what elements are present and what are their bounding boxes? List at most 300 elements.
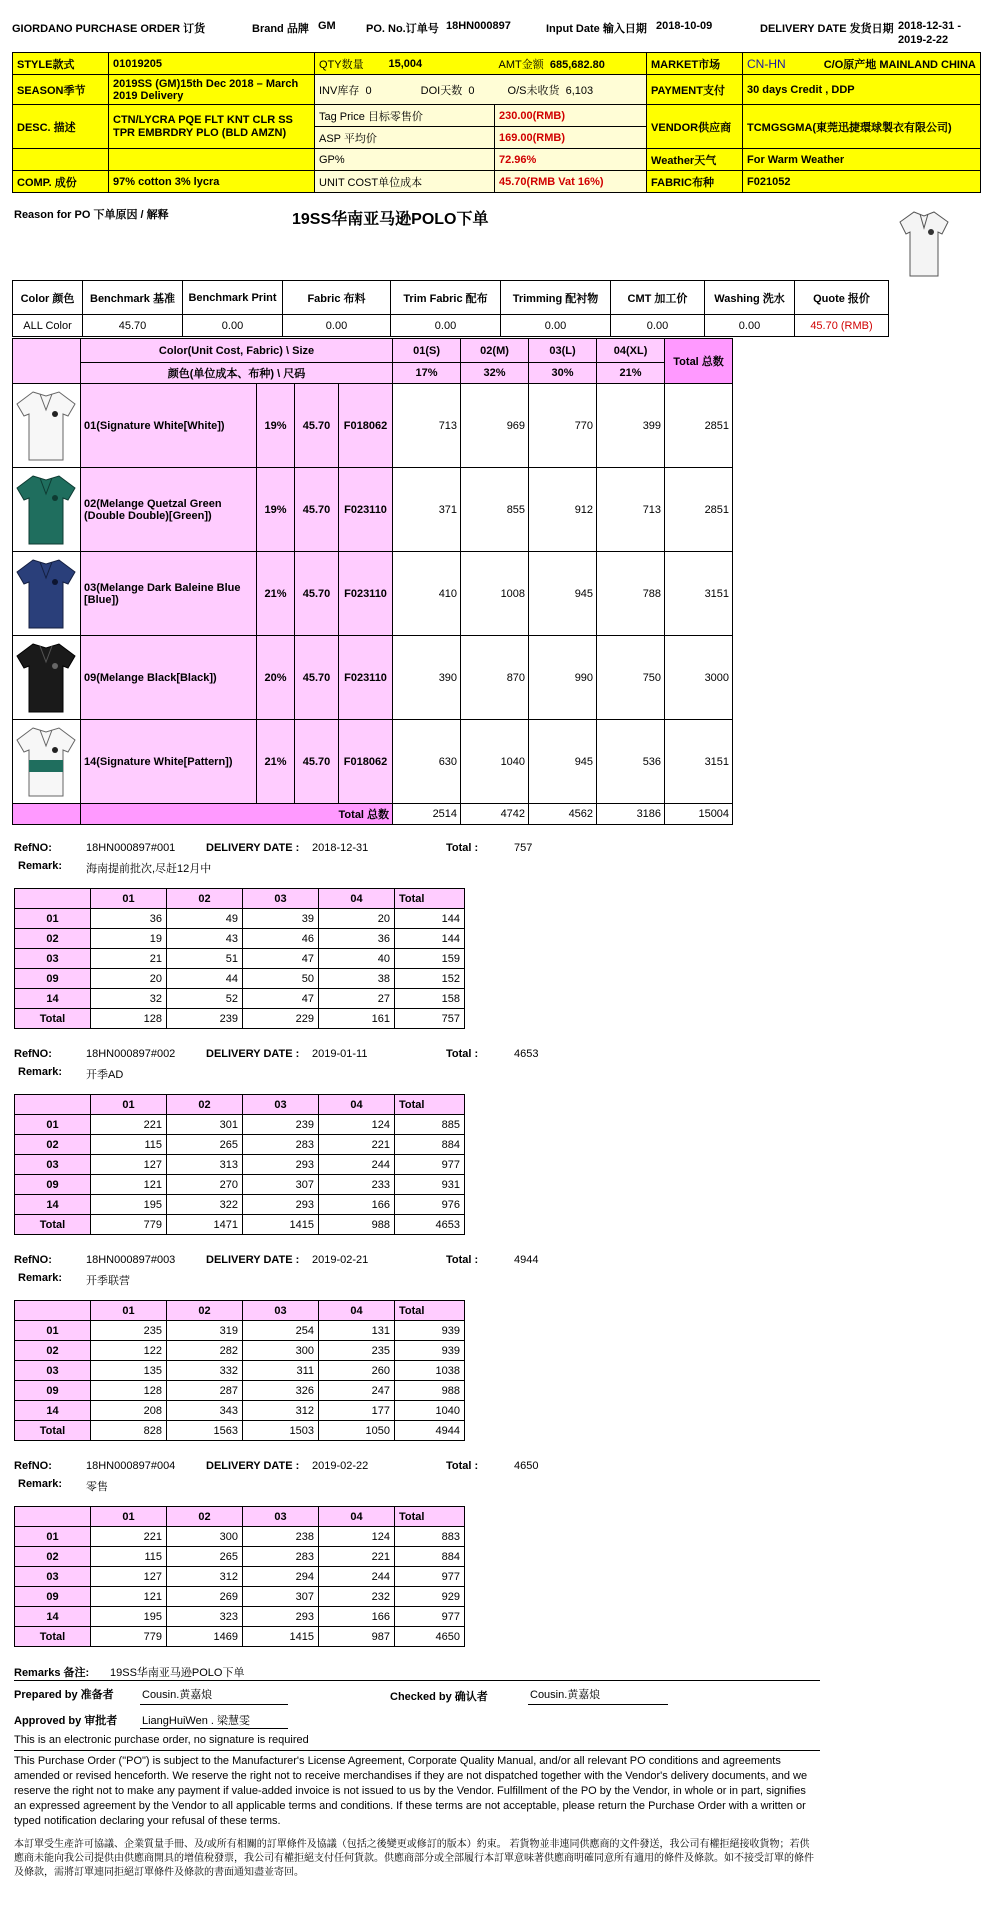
delivery-date-end: 2019-2-22 <box>898 34 949 46</box>
shipment-qty-cell: 36 <box>91 909 167 929</box>
shipment-qty-cell: 127 <box>91 1155 167 1175</box>
divider <box>140 1728 288 1729</box>
shipment-qty-cell: 124 <box>319 1115 395 1135</box>
shipment-qty-cell: 332 <box>167 1361 243 1381</box>
shipment-row-header: 14 <box>15 1195 91 1215</box>
color-pct: 19% <box>257 468 295 552</box>
shipment-col-header: Total <box>395 1301 465 1321</box>
divider <box>14 1680 820 1681</box>
total-header: Total 总数 <box>665 339 733 384</box>
market-value: CN-HN <box>747 56 786 71</box>
checked-label: Checked by 确认者 <box>390 1691 488 1703</box>
table-row <box>15 1587 465 1607</box>
market-cell <box>743 53 981 75</box>
shipment-col-header: 04 <box>319 1507 395 1527</box>
table-row <box>15 1381 465 1401</box>
shipment-qty-cell: 135 <box>91 1361 167 1381</box>
table-row <box>15 1135 465 1155</box>
shipment-qty-cell: 343 <box>167 1401 243 1421</box>
shipment-qty-cell: 939 <box>395 1341 465 1361</box>
cost-value-quote: 45.70 (RMB) <box>795 315 889 337</box>
shipment-qty-cell: 779 <box>91 1627 167 1647</box>
po-label: PO. No.订单号 <box>366 23 439 35</box>
shipment-qty-cell: 312 <box>243 1401 319 1421</box>
cost-value-trimming: 0.00 <box>501 315 611 337</box>
remark-value: 海南提前批次,尽赶12月中 <box>86 863 212 875</box>
shipment-row-header: 14 <box>15 1401 91 1421</box>
shipment-qty-cell: 127 <box>91 1567 167 1587</box>
table-row <box>15 1627 465 1647</box>
shipment-qty-cell: 195 <box>91 1195 167 1215</box>
shipment-qty-cell: 977 <box>395 1155 465 1175</box>
inventory-cell <box>315 75 647 105</box>
shipment-qty-cell: 282 <box>167 1341 243 1361</box>
color-pct: 21% <box>257 720 295 804</box>
shipment-qty-cell: 4650 <box>395 1627 465 1647</box>
shipment-qty-cell: 43 <box>167 929 243 949</box>
remarks-value: 19SS华南亚马逊POLO下单 <box>110 1667 245 1679</box>
reason-label: Reason for PO 下单原因 / 解释 <box>14 209 169 221</box>
shipment-qty-cell: 312 <box>167 1567 243 1587</box>
shipment-row-header: 01 <box>15 1527 91 1547</box>
shipment-qty-cell: 4944 <box>395 1421 465 1441</box>
shipment-qty-cell: 47 <box>243 949 319 969</box>
shipment-qty-cell: 239 <box>167 1009 243 1029</box>
shipment-row-header: 02 <box>15 929 91 949</box>
color-name: 02(Melange Quetzal Green (Double Double)[Green]) <box>81 468 257 552</box>
qty-cell: 912 <box>529 468 597 552</box>
qty-cell: 990 <box>529 636 597 720</box>
qty-label: QTY数量 <box>315 53 385 75</box>
row-total: 2851 <box>665 468 733 552</box>
table-row <box>15 1547 465 1567</box>
desc-label: DESC. 描述 <box>13 105 109 149</box>
shipment-qty-cell: 254 <box>243 1321 319 1341</box>
table-row <box>15 1009 465 1029</box>
ref-value: 18HN000897#001 <box>86 842 176 854</box>
color-name: 14(Signature White[Pattern]) <box>81 720 257 804</box>
table-row <box>15 929 465 949</box>
shipment-qty-cell: 939 <box>395 1321 465 1341</box>
shipment-qty-cell: 20 <box>319 909 395 929</box>
shipment-qty-cell: 221 <box>319 1135 395 1155</box>
shipment-row-header: 09 <box>15 1587 91 1607</box>
prepared-label: Prepared by 准备者 <box>14 1689 114 1701</box>
delivery-date-start: 2018-12-31 - <box>898 20 961 32</box>
shipment-qty-cell: 884 <box>395 1135 465 1155</box>
shipment-qty-cell: 49 <box>167 909 243 929</box>
color-pct: 20% <box>257 636 295 720</box>
shipment-row-header: 01 <box>15 1321 91 1341</box>
total-value: 757 <box>514 842 533 854</box>
brand-value: GM <box>318 20 336 32</box>
shipment-qty-cell: 158 <box>395 989 465 1009</box>
green-polo-icon <box>13 468 79 548</box>
shipment-col-header: 02 <box>167 1301 243 1321</box>
remark-label: Remark: <box>18 1478 63 1490</box>
shipment-col-header: 01 <box>91 889 167 909</box>
cost-header-benchmark-print: Benchmark Print <box>183 281 283 315</box>
gp-value: 72.96% <box>495 149 647 171</box>
shipment-qty-cell: 293 <box>243 1195 319 1215</box>
shipment-corner <box>15 1301 91 1321</box>
cost-value-washing: 0.00 <box>705 315 795 337</box>
shipment-qty-cell: 1038 <box>395 1361 465 1381</box>
shipment-col-header: Total <box>395 1095 465 1115</box>
shipment-row-header: Total <box>15 1421 91 1441</box>
shipment-qty-cell: 159 <box>395 949 465 969</box>
shipment-qty-cell: 1471 <box>167 1215 243 1235</box>
shipment-qty-cell: 44 <box>167 969 243 989</box>
shipment-col-header: Total <box>395 1507 465 1527</box>
shipment-row-header: 03 <box>15 1567 91 1587</box>
shipment-qty-cell: 247 <box>319 1381 395 1401</box>
shipment-qty-cell: 294 <box>243 1567 319 1587</box>
shipment-col-header: 04 <box>319 1095 395 1115</box>
table-row <box>15 1321 465 1341</box>
table-row <box>15 1155 465 1175</box>
desc-value: CTN/LYCRA PQE FLT KNT CLR SS TPR EMBRDRY PLO (BLD AMZN) <box>109 105 315 149</box>
shipment-col-header: 03 <box>243 1507 319 1527</box>
shipment-qty-cell: 166 <box>319 1607 395 1627</box>
shipment-qty-cell: 260 <box>319 1361 395 1381</box>
shipment-qty-cell: 977 <box>395 1567 465 1587</box>
color-fabric: F023110 <box>339 468 393 552</box>
shipment-row-header: 03 <box>15 1155 91 1175</box>
shipment-row-header: 02 <box>15 1135 91 1155</box>
tag-label: Tag Price 目标零售价 <box>315 105 495 127</box>
shipment-qty-cell: 47 <box>243 989 319 1009</box>
shipment-row-header: 01 <box>15 1115 91 1135</box>
color-name: 03(Melange Dark Baleine Blue [Blue]) <box>81 552 257 636</box>
qty-cell: 945 <box>529 720 597 804</box>
shipment-col-header: 04 <box>319 889 395 909</box>
shipment-row-header: 14 <box>15 989 91 1009</box>
shipment-qty-cell: 1415 <box>243 1215 319 1235</box>
shipment-qty-cell: 307 <box>243 1175 319 1195</box>
color-cost: 45.70 <box>295 552 339 636</box>
remark-label: Remark: <box>18 860 63 872</box>
shipment-qty-cell: 1050 <box>319 1421 395 1441</box>
brand-label: Brand 品牌 <box>252 23 309 35</box>
cost-value-benchmark-print: 0.00 <box>183 315 283 337</box>
table-row <box>15 949 465 969</box>
shipment-qty-cell: 235 <box>319 1341 395 1361</box>
color-cost: 45.70 <box>295 384 339 468</box>
shipment-qty-cell: 884 <box>395 1547 465 1567</box>
table-row <box>15 1115 465 1135</box>
shipment-qty-cell: 20 <box>91 969 167 989</box>
table-row <box>15 1421 465 1441</box>
vendor-label: VENDOR供应商 <box>647 105 743 149</box>
fabric-label: FABRIC布种 <box>647 171 743 193</box>
inv-label: INV库存 <box>319 84 360 97</box>
cost-value-benchmark: 45.70 <box>83 315 183 337</box>
shipment-qty-cell: 319 <box>167 1321 243 1341</box>
total-label: Total : <box>446 1254 479 1266</box>
total-label: Total : <box>446 1048 479 1060</box>
shipment-row-header: 09 <box>15 1381 91 1401</box>
doi-label: DOI天数 <box>420 84 463 97</box>
shipment-table <box>14 888 465 1029</box>
delivery-label: DELIVERY DATE : <box>206 1460 300 1472</box>
origin-value: MAINLAND CHINA <box>879 58 976 71</box>
table-row <box>15 969 465 989</box>
cost-header-trimming: Trimming 配衬物 <box>501 281 611 315</box>
qty-cell: 371 <box>393 468 461 552</box>
style-value: 01019205 <box>109 53 315 75</box>
size-04-ratio: 21% <box>597 363 665 384</box>
main-head-color-size: Color(Unit Cost, Fabric) \ Size <box>81 339 393 363</box>
shipment-qty-cell: 221 <box>319 1547 395 1567</box>
shipment-corner <box>15 1095 91 1115</box>
shipment-qty-cell: 307 <box>243 1587 319 1607</box>
shipment-table <box>14 1094 465 1235</box>
season-value: 2019SS (GM)15th Dec 2018 – March 2019 Delivery <box>109 75 315 105</box>
empty-cell <box>13 149 109 171</box>
size-02-header: 02(M) <box>461 339 529 363</box>
shipment-col-header: 02 <box>167 889 243 909</box>
cost-header-color: Color 颜色 <box>13 281 83 315</box>
electronic-notice: This is an electronic purchase order, no signature is required <box>14 1734 309 1746</box>
shipment-qty-cell: 1415 <box>243 1627 319 1647</box>
table-row <box>15 1195 465 1215</box>
cost-table <box>12 280 889 337</box>
shipment-col-header: Total <box>395 889 465 909</box>
shipment-qty-cell: 27 <box>319 989 395 1009</box>
shipment-qty-cell: 238 <box>243 1527 319 1547</box>
gp-label: GP% <box>315 149 495 171</box>
table-row <box>13 384 733 468</box>
cost-value-trim-fabric: 0.00 <box>391 315 501 337</box>
shipment-qty-cell: 322 <box>167 1195 243 1215</box>
shipment-qty-cell: 115 <box>91 1547 167 1567</box>
row-total: 3000 <box>665 636 733 720</box>
total-label: Total : <box>446 1460 479 1472</box>
product-image-white <box>13 384 81 468</box>
size-breakdown-table <box>12 338 733 825</box>
shipment-qty-cell: 244 <box>319 1155 395 1175</box>
color-cost: 45.70 <box>295 468 339 552</box>
asp-label: ASP 平均价 <box>315 127 495 149</box>
shipment-qty-cell: 161 <box>319 1009 395 1029</box>
pattern-polo-icon <box>13 720 79 800</box>
qty-cell: 410 <box>393 552 461 636</box>
shipment-qty-cell: 144 <box>395 909 465 929</box>
approved-value: LiangHuiWen . 梁慧雯 <box>142 1715 251 1727</box>
delivery-value: 2019-02-22 <box>312 1460 369 1472</box>
shipment-qty-cell: 265 <box>167 1547 243 1567</box>
shipment-table <box>14 1300 465 1441</box>
shipment-qty-cell: 283 <box>243 1547 319 1567</box>
shipment-qty-cell: 36 <box>319 929 395 949</box>
shipment-qty-cell: 235 <box>91 1321 167 1341</box>
os-label: O/S未收货 <box>507 84 560 97</box>
polo-shirt-icon <box>896 206 952 282</box>
grand-total-row <box>13 804 733 825</box>
grand-total-02: 4742 <box>461 804 529 825</box>
cost-header-quote: Quote 报价 <box>795 281 889 315</box>
table-row <box>15 1527 465 1547</box>
asp-value: 169.00(RMB) <box>495 127 647 149</box>
shipment-qty-cell: 208 <box>91 1401 167 1421</box>
product-image-pattern <box>13 720 81 804</box>
table-row <box>15 1361 465 1381</box>
product-thumbnail <box>896 206 952 282</box>
shipment-col-header: 01 <box>91 1301 167 1321</box>
main-corner-cell <box>13 339 81 384</box>
shipment-qty-cell: 128 <box>91 1009 167 1029</box>
shipment-col-header: 03 <box>243 1301 319 1321</box>
ref-label: RefNO: <box>14 1460 52 1472</box>
shipment-qty-cell: 779 <box>91 1215 167 1235</box>
shipment-qty-cell: 221 <box>91 1527 167 1547</box>
cost-header-fabric: Fabric 布料 <box>283 281 391 315</box>
shipment-qty-cell: 931 <box>395 1175 465 1195</box>
shipment-qty-cell: 270 <box>167 1175 243 1195</box>
total-value: 4650 <box>514 1460 539 1472</box>
table-row <box>15 1341 465 1361</box>
shipment-qty-cell: 757 <box>395 1009 465 1029</box>
color-pct: 21% <box>257 552 295 636</box>
table-row <box>13 468 733 552</box>
shipment-qty-cell: 287 <box>167 1381 243 1401</box>
cost-value-cmt: 0.00 <box>611 315 705 337</box>
inv-value: 0 <box>365 84 372 97</box>
tag-value: 230.00(RMB) <box>495 105 647 127</box>
product-image-green <box>13 468 81 552</box>
input-date: 2018-10-09 <box>656 20 713 32</box>
remarks-label: Remarks 备注: <box>14 1667 90 1679</box>
delivery-value: 2019-01-11 <box>312 1048 368 1060</box>
checked-value: Cousin.黄嘉烺 <box>530 1689 601 1701</box>
table-row <box>15 989 465 1009</box>
weather-value: For Warm Weather <box>743 149 981 171</box>
shipment-qty-cell: 195 <box>91 1607 167 1627</box>
shipment-row-header: 14 <box>15 1607 91 1627</box>
row-total: 3151 <box>665 720 733 804</box>
shipment-qty-cell: 115 <box>91 1135 167 1155</box>
cost-header-cmt: CMT 加工价 <box>611 281 705 315</box>
table-row <box>15 1567 465 1587</box>
shipment-row-header: Total <box>15 1009 91 1029</box>
shipment-qty-cell: 988 <box>319 1215 395 1235</box>
color-name: 09(Melange Black[Black]) <box>81 636 257 720</box>
shipment-qty-cell: 39 <box>243 909 319 929</box>
remark-value: 开季AD <box>86 1069 124 1081</box>
shipment-qty-cell: 152 <box>395 969 465 989</box>
origin-label: C/O原产地 <box>823 58 877 71</box>
total-label: Total : <box>446 842 479 854</box>
shipment-qty-cell: 977 <box>395 1607 465 1627</box>
shipment-qty-cell: 233 <box>319 1175 395 1195</box>
delivery-value: 2019-02-21 <box>312 1254 369 1266</box>
qty-cell: 713 <box>597 468 665 552</box>
fabric-value: F021052 <box>743 171 981 193</box>
ref-label: RefNO: <box>14 1254 52 1266</box>
cost-value-color: ALL Color <box>13 315 83 337</box>
row-total: 2851 <box>665 384 733 468</box>
divider <box>14 1750 820 1751</box>
shipment-corner <box>15 889 91 909</box>
shipment-col-header: 02 <box>167 1095 243 1115</box>
ref-value: 18HN000897#004 <box>86 1460 176 1472</box>
shipment-qty-cell: 232 <box>319 1587 395 1607</box>
shipment-corner <box>15 1507 91 1527</box>
shipment-qty-cell: 38 <box>319 969 395 989</box>
qty-cell: 945 <box>529 552 597 636</box>
shipment-qty-cell: 4653 <box>395 1215 465 1235</box>
qty-cell: 870 <box>461 636 529 720</box>
remark-value: 零售 <box>86 1481 108 1493</box>
color-cost: 45.70 <box>295 636 339 720</box>
shipment-row-header: 03 <box>15 949 91 969</box>
shipment-qty-cell: 311 <box>243 1361 319 1381</box>
po-header-table <box>12 52 981 193</box>
grand-total-label: Total 总数 <box>81 804 393 825</box>
delivery-date-label: DELIVERY DATE 发货日期 <box>760 23 894 35</box>
shipment-row-header: Total <box>15 1215 91 1235</box>
qty-cell: 855 <box>461 468 529 552</box>
style-label: STYLE款式 <box>13 53 109 75</box>
po-number: 18HN000897 <box>446 20 511 32</box>
shipment-qty-cell: 244 <box>319 1567 395 1587</box>
shipment-qty-cell: 828 <box>91 1421 167 1441</box>
shipment-table <box>14 1506 465 1647</box>
total-value: 4653 <box>514 1048 539 1060</box>
qty-cell: 788 <box>597 552 665 636</box>
shipment-qty-cell: 300 <box>243 1341 319 1361</box>
size-03-header: 03(L) <box>529 339 597 363</box>
shipment-row-header: 09 <box>15 969 91 989</box>
remark-label: Remark: <box>18 1066 63 1078</box>
shipment-qty-cell: 313 <box>167 1155 243 1175</box>
company-title: GIORDANO PURCHASE ORDER 订货 <box>12 23 206 35</box>
shipment-qty-cell: 326 <box>243 1381 319 1401</box>
shipment-col-header: 03 <box>243 889 319 909</box>
os-value: 6,103 <box>565 84 594 97</box>
shipment-qty-cell: 221 <box>91 1115 167 1135</box>
shipment-qty-cell: 976 <box>395 1195 465 1215</box>
shipment-col-header: 04 <box>319 1301 395 1321</box>
size-01-ratio: 17% <box>393 363 461 384</box>
delivery-label: DELIVERY DATE : <box>206 1048 300 1060</box>
shipment-qty-cell: 269 <box>167 1587 243 1607</box>
shipment-qty-cell: 40 <box>319 949 395 969</box>
shipment-col-header: 03 <box>243 1095 319 1115</box>
payment-value: 30 days Credit , DDP <box>743 75 981 105</box>
qty-cell: 750 <box>597 636 665 720</box>
color-fabric: F023110 <box>339 552 393 636</box>
grand-total-01: 2514 <box>393 804 461 825</box>
reason-title: 19SS华南亚马逊POLO下单 <box>292 211 489 228</box>
shipment-qty-cell: 128 <box>91 1381 167 1401</box>
grand-total-04: 3186 <box>597 804 665 825</box>
grand-total-03: 4562 <box>529 804 597 825</box>
shipment-qty-cell: 301 <box>167 1115 243 1135</box>
prepared-value: Cousin.黄嘉烺 <box>142 1689 213 1701</box>
comp-value: 97% cotton 3% lycra <box>109 171 315 193</box>
shipment-qty-cell: 265 <box>167 1135 243 1155</box>
shipment-qty-cell: 300 <box>167 1527 243 1547</box>
cost-header-benchmark: Benchmark 基准 <box>83 281 183 315</box>
doi-value: 0 <box>468 84 475 97</box>
table-row <box>15 1215 465 1235</box>
main-head-color-size-cn: 颜色(单位成本、布种) \ 尺码 <box>81 363 393 384</box>
comp-label: COMP. 成份 <box>13 171 109 193</box>
product-image-blue <box>13 552 81 636</box>
ref-value: 18HN000897#002 <box>86 1048 176 1060</box>
